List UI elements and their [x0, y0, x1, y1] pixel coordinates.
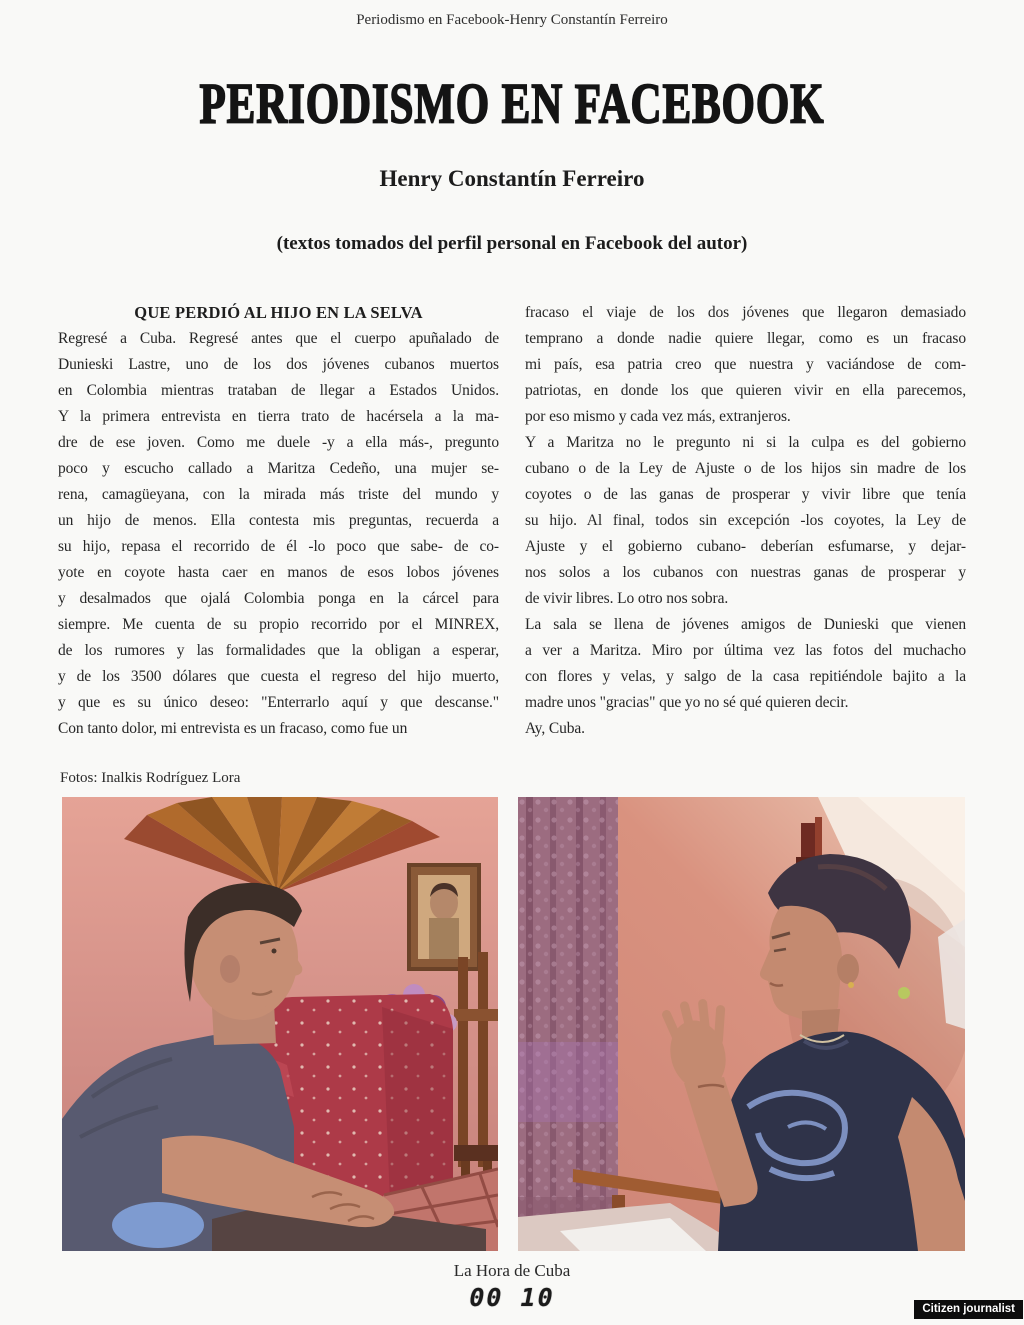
page-number: 00 10 — [469, 1283, 555, 1312]
left-column-text — [58, 326, 499, 742]
publication-name: La Hora de Cuba — [453, 1261, 571, 1280]
text-line: Y la primera entrevista en tierra trato de hacérsela a la ma- — [58, 408, 499, 425]
text-line: cubano o de la Ley de Ajuste o de los hijos sin madre de los — [525, 460, 966, 477]
text-line: en Colombia mientras trataban de llegar a Estados Unidos. — [58, 382, 499, 399]
section-title: QUE PERDIÓ AL HIJO EN LA SELVA — [134, 303, 423, 322]
page-title: PERIODISMO EN FACEBOOK — [199, 71, 825, 135]
text-line: a ver a Maritza. Miro por última vez las fotos del muchacho — [525, 642, 966, 659]
text-line: por eso mismo y cada vez más, extranjeros. — [525, 408, 791, 425]
text-line: temprano a donde nadie quiere llegar, como es un fracaso — [525, 330, 966, 347]
text-line: nos solos a los cubanos con nuestras ganas de prosperar y — [525, 564, 966, 581]
blue-object — [112, 1202, 204, 1248]
text-line: de vivir libres. Lo otro nos sobra. — [525, 590, 729, 607]
text-line: de los rumores y las formalidades que la obligan a esperar, — [58, 642, 499, 659]
text-line: patriotas, en donde los que quieren vivir en ella parecemos, — [525, 382, 966, 399]
right-column-text — [525, 300, 966, 742]
text-line: Regresé a Cuba. Regresé antes que el cuerpo apuñalado de — [58, 330, 499, 347]
text-line: siempre. Me cuenta de su propio recorrido por el MINREX, — [58, 616, 499, 633]
text-line: dre de ese joven. Como me duele -y a ella más-, pregunto — [58, 434, 499, 451]
text-line: poco y escucho callado a Maritza Cedeño, una mujer se- — [58, 460, 499, 477]
right-photo-maritza — [518, 797, 965, 1251]
subtitle: (textos tomados del perfil personal en Facebook del autor) — [276, 233, 748, 254]
article-body — [58, 300, 966, 742]
right-column — [525, 300, 966, 742]
running-header: Periodismo en Facebook-Henry Constantín Ferreiro — [356, 12, 668, 28]
text-line: un hijo de menos. Ella contesta mis preguntas, recuerda a — [58, 512, 499, 529]
framed-portrait — [409, 865, 479, 969]
text-line: y desalmados que ojalá Colombia ponga en la cárcel para — [58, 590, 499, 607]
text-line: mi país, esa patria creo que nuestra y vaciándose de com- — [525, 356, 966, 373]
text-line: y que es su único deseo: "Enterrarlo aquí y que descanse." — [58, 694, 499, 711]
photo-row — [62, 797, 965, 1251]
text-line: rena, camagüeyana, con la mirada más triste del mundo y — [58, 486, 499, 503]
text-line: su hijo, repasa el recorrido de él -lo poco que sabe- de co- — [58, 538, 499, 555]
text-line: fracaso el viaje de los dos jóvenes que llegaron demasiado — [525, 304, 966, 321]
text-line: con flores y velas, y salgo de la casa repitiéndole bajito a la — [525, 668, 966, 685]
citizen-journalist-badge: Citizen journalist — [914, 1300, 1023, 1319]
author-name: Henry Constantín Ferreiro — [379, 166, 645, 191]
text-line: coyotes o de las ganas de prosperar y vivir libre que tenía — [525, 486, 966, 503]
text-line: su hijo. Al final, todos sin excepción -los coyotes, la Ley de — [525, 512, 966, 529]
green-spot — [898, 987, 910, 999]
left-photo-interviewer — [62, 797, 498, 1251]
text-line: La sala se llena de jóvenes amigos de Dunieski que vienen — [525, 616, 966, 633]
text-line: madre unos "gracias" que yo no sé qué quieren decir. — [525, 694, 849, 711]
text-line: Ay, Cuba. — [525, 720, 585, 737]
text-line: Con tanto dolor, mi entrevista es un fracaso, como fue un — [58, 720, 408, 737]
text-line: yote en coyote hasta caer en manos de esos lobos jóvenes — [58, 564, 499, 581]
text-line: Dunieski Lastre, uno de los dos jóvenes cubanos muertos — [58, 356, 499, 373]
photo-credit: Fotos: Inalkis Rodríguez Lora — [60, 770, 241, 786]
left-column — [58, 300, 499, 742]
text-line: y de los 3500 dólares que cuesta el regreso del hijo muerto, — [58, 668, 499, 685]
text-line: Y a Maritza no le pregunto ni si la culpa es del gobierno — [525, 434, 966, 451]
text-line: Ajuste y el gobierno cubano- deberían esfumarse, y dejar- — [525, 538, 966, 555]
